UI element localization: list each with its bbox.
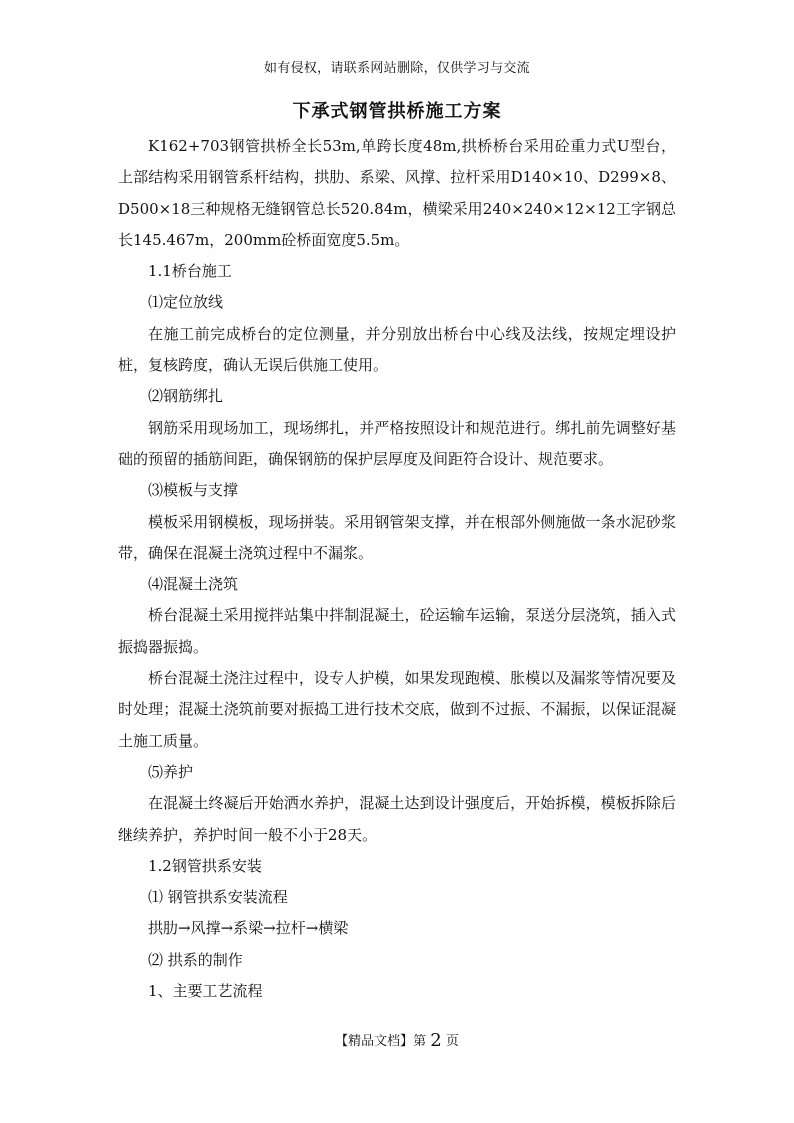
copyright-note: 如有侵权，请联系网站删除，仅供学习与交流 [263, 61, 530, 76]
paragraph-positioning: 在施工前完成桥台的定位测量，并分别放出桥台中心线及法线，按规定埋设护桩，复核跨度，确认无误后供施工使用。 [118, 324, 676, 375]
subheading-arch-fabrication: ⑵ 拱系的制作 [148, 950, 243, 969]
subheading-concrete: ⑷混凝土浇筑 [148, 575, 239, 594]
section-heading-abutment: 1.1桥台施工 [148, 262, 232, 281]
paragraph-concrete-quality: 桥台混凝土浇注过程中，设专人护模，如果发现跑模、胀模以及漏浆等情况要及时处理；混凝土浇筑前要对振捣工进行技术交底，做到不过振、不漏振，以保证混凝土施工质量。 [118, 669, 676, 750]
paragraph-process-heading: 1、主要工艺流程 [148, 982, 263, 1001]
paragraph-arch-flow: 拱肋→风撑→系梁→拉杆→横梁 [148, 919, 349, 938]
paragraph-formwork: 模板采用钢模板，现场拼装。采用钢管架支撑，并在根部外侧施做一条水泥砂浆带，确保在混凝土浇筑过程中不漏浆。 [118, 512, 676, 562]
document-title: 下承式钢管拱桥施工方案 [292, 101, 502, 122]
paragraph-curing: 在混凝土终凝后开始洒水养护，混凝土达到设计强度后，开始拆模，模板拆除后继续养护，养护时间一般不小于28天。 [118, 794, 676, 844]
document-body [118, 131, 676, 1007]
paragraph-rebar: 钢筋采用现场加工，现场绑扎，并严格按照设计和规范进行。绑扎前先调整好基础的预留的插筋间距，确保钢筋的保护层厚度及间距符合设计、规范要求。 [118, 418, 676, 468]
subheading-arch-flow: ⑴ 钢管拱系安装流程 [148, 888, 288, 907]
subheading-curing: ⑸养护 [148, 762, 194, 781]
paragraph-concrete: 桥台混凝土采用搅拌站集中拌制混凝土，砼运输车运输，泵送分层浇筑，插入式振捣器振捣。 [118, 606, 676, 656]
footer-label: 【精品文档】第 [335, 1034, 427, 1049]
footer-suffix: 页 [445, 1034, 459, 1049]
subheading-rebar: ⑵钢筋绑扎 [148, 387, 224, 406]
section-heading-arch: 1.2钢管拱系安装 [148, 856, 262, 875]
subheading-positioning: ⑴定位放线 [148, 293, 224, 312]
paragraph-intro: K162+703钢管拱桥全长53m,单跨长度48m,拱桥桥台采用砼重力式U型台，上部结构采用钢管系杆结构，拱肋、系梁、风撑、拉杆采用D140×10、D299×8、D500×18三种规格无缝钢管总长520.84m，横梁采用240×240×12×12工字钢总长145.467m，200mm砼桥面宽度5.5m。 [118, 137, 676, 249]
subheading-formwork: ⑶模板与支撑 [148, 481, 239, 500]
page-footer [0, 1030, 794, 1051]
page-number: 2 [430, 1030, 442, 1051]
